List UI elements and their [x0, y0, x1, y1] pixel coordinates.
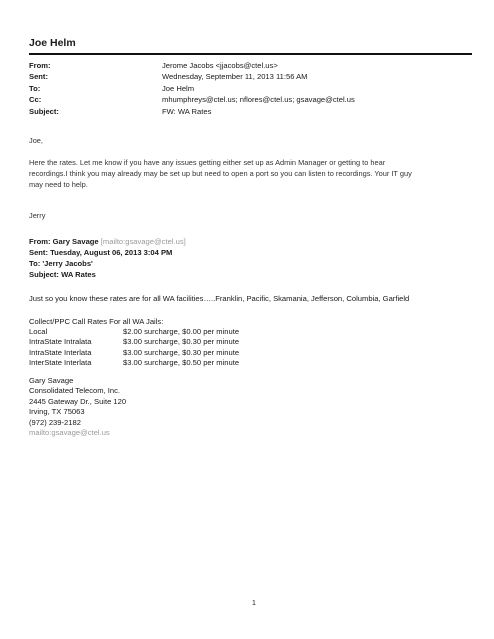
to-label: To:: [29, 83, 41, 93]
rates-block: [29, 317, 239, 368]
rate-row: [29, 327, 239, 337]
rate-value: $3.00 surcharge, $0.30 per minute: [123, 347, 240, 357]
rate-value: $3.00 surcharge, $0.30 per minute: [123, 337, 240, 347]
greeting: Joe,: [29, 136, 43, 145]
page-number: 1: [252, 600, 256, 607]
fwd-subject-value: WA Rates: [61, 270, 96, 279]
cc-value: mhumphreys@ctel.us; nflores@ctel.us; gsavage@ctel.us: [162, 95, 355, 105]
sig-company: Consolidated Telecom, Inc.: [29, 386, 121, 396]
from-label: From:: [29, 61, 51, 70]
header-rule: [29, 53, 472, 55]
mailbox-owner-name: Joe Helm: [29, 37, 76, 49]
rate-row: [29, 348, 239, 358]
rate-row: [29, 337, 239, 347]
rate-value: $3.00 surcharge, $0.50 per minute: [123, 357, 240, 367]
message-line: Here the rates. Let me know if you have any issues getting either set up as Admin Manager or getting to hear: [29, 158, 386, 167]
rate-label: IntraState Interlata: [29, 347, 92, 357]
signoff: Jerry: [29, 211, 46, 220]
rate-label: Local: [29, 327, 48, 337]
rate-row: [29, 358, 239, 368]
sig-phone: (972) 239-2182: [29, 417, 81, 427]
fwd-to-label: To:: [29, 259, 41, 268]
subject-value: FW: WA Rates: [162, 106, 212, 116]
fwd-sent-label: Sent:: [29, 248, 48, 257]
fwd-from-value: Gary Savage: [52, 237, 99, 246]
forwarded-header: [29, 236, 474, 280]
message-body: [29, 157, 469, 190]
rates-heading: Collect/PPC Call Rates For all WA Jails:: [29, 317, 164, 326]
sig-email-link[interactable]: mailto:gsavage@ctel.us: [29, 428, 110, 438]
sent-value: Wednesday, September 11, 2013 11:56 AM: [162, 72, 308, 82]
sig-name: Gary Savage: [29, 376, 74, 385]
message-line: may need to help.: [29, 180, 88, 189]
fwd-to-value: 'Jerry Jacobs': [42, 259, 93, 268]
forwarded-body: Just so you know these rates are for all WA facilities…..Franklin, Pacific, Skamania, Jefferson, Columbia, Garfield: [29, 294, 410, 303]
rate-label: IntraState Intralata: [29, 337, 92, 347]
sig-city: Irving, TX 75063: [29, 407, 85, 417]
sent-label: Sent:: [29, 72, 48, 82]
fwd-from-email[interactable]: [mailto:gsavage@ctel.us]: [100, 237, 186, 246]
email-header: [29, 60, 355, 117]
message-line: recordings.I think you may already may be set up but need to open a port so you can listen to recordings. Your IT guy: [29, 169, 412, 178]
cc-label: Cc:: [29, 95, 42, 105]
fwd-from-label: From:: [29, 237, 51, 246]
to-value: Joe Helm: [162, 83, 195, 93]
sig-address: 2445 Gateway Dr., Suite 120: [29, 396, 127, 406]
subject-label: Subject:: [29, 106, 59, 116]
from-value: Jerome Jacobs <jjacobs@ctel.us>: [162, 61, 278, 70]
fwd-subject-label: Subject:: [29, 270, 59, 279]
rate-label: InterState Interlata: [29, 357, 92, 367]
rate-value: $2.00 surcharge, $0.00 per minute: [123, 327, 240, 337]
signature-block: [29, 376, 126, 438]
fwd-sent-value: Tuesday, August 06, 2013 3:04 PM: [50, 248, 173, 257]
